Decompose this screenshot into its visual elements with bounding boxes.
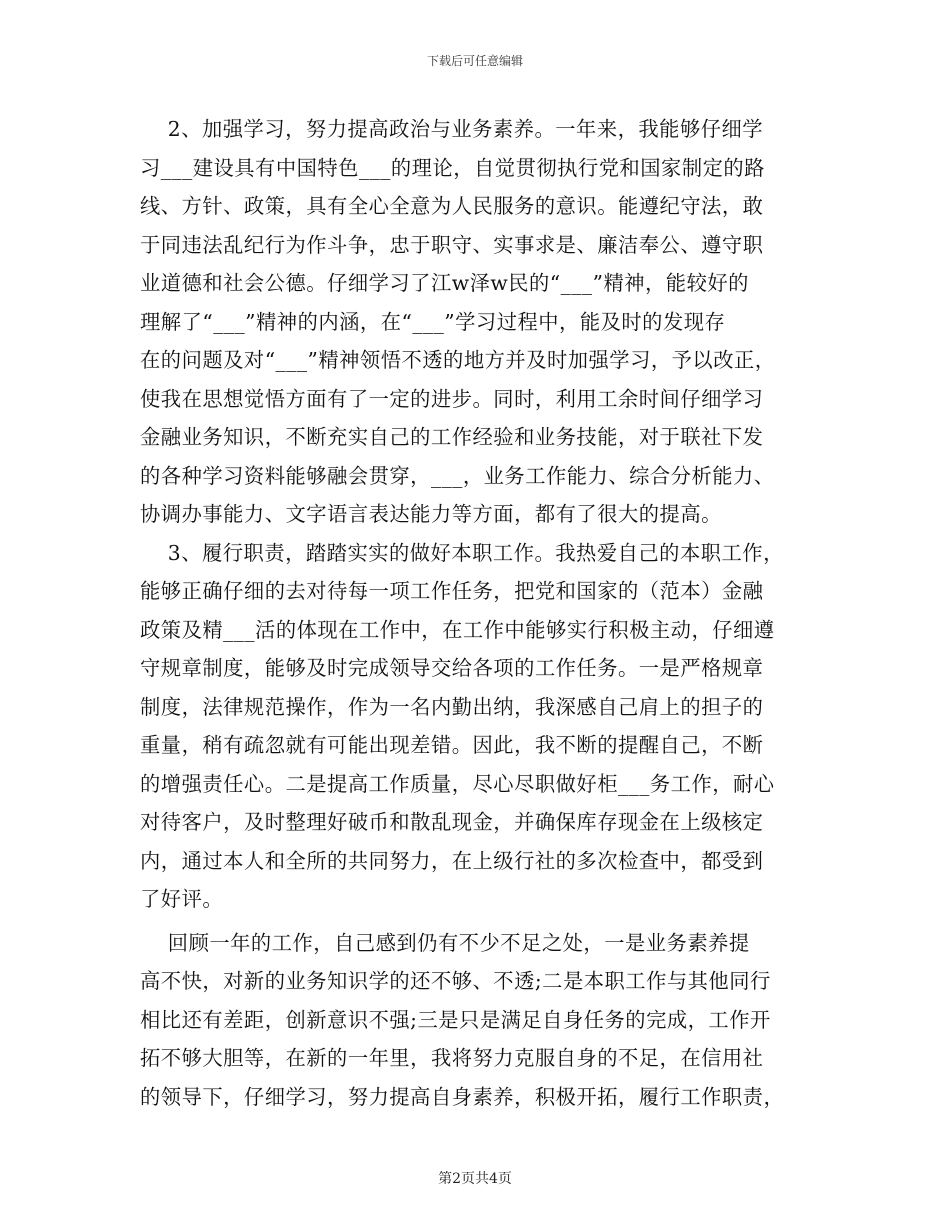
- text-line: 金融业务知识，不断充实自己的工作经验和业务技能，对于联社下发: [140, 425, 764, 449]
- text-line: 2、加强学习，努力提高政治与业务素养。一年来，我能够仔细学: [140, 117, 764, 141]
- text-line: 在的问题及对“___”精神领悟不透的地方并及时加强学习，予以改正，: [140, 348, 776, 372]
- text-line: 理解了“___”精神的内涵，在“___”学习过程中，能及时的发现存: [140, 309, 726, 334]
- text-line: 习___建设具有中国特色___的理论，自觉贯彻执行党和国家制定的路: [140, 155, 765, 180]
- text-line: 政策及精___活的体现在工作中，在工作中能够实行积极主动，仔细遵: [140, 617, 775, 642]
- text-line: 于同违法乱纪行为作斗争，忠于职守、实事求是、廉洁奉公、遵守职: [140, 232, 764, 257]
- text-line: 守规章制度，能够及时完成领导交给各项的工作任务。一是严格规章: [140, 656, 764, 680]
- text-line: 对待客户，及时整理好破币和散乱现金，并确保库存现金在上级核定: [140, 810, 764, 834]
- document-body: [140, 110, 830, 1116]
- text-line: 线、方针、政策，具有全心全意为人民服务的意识。能遵纪守法，敢: [140, 194, 764, 218]
- text-line: 业道德和社会公德。仔细学习了江w泽w民的“___”精神，能较好的: [140, 271, 749, 295]
- text-line: 高不快，对新的业务知识学的还不够、不透;二是本职工作与其他同行: [140, 969, 771, 993]
- text-line: 了好评。: [140, 887, 224, 911]
- page-footer: 第2页共4页: [438, 1171, 512, 1187]
- text-line: 内，通过本人和全所的共同努力，在上级行社的多次检查中，都受到: [140, 848, 764, 873]
- text-line: 重量，稍有疏忽就有可能出现差错。因此，我不断的提醒自己，不断: [140, 733, 764, 757]
- text-line: 能够正确仔细的去对待每一项工作任务，把党和国家的（范本）金融: [140, 579, 764, 603]
- text-line: 使我在思想觉悟方面有了一定的进步。同时，利用工余时间仔细学习: [140, 386, 764, 411]
- page-header: 下载后可任意编辑: [426, 54, 523, 68]
- text-line: 协调办事能力、文字语言表达能力等方面，都有了很大的提高。: [140, 502, 722, 526]
- text-line: 的各种学习资料能够融会贯穿，___，业务工作能力、综合分析能力、: [140, 463, 775, 488]
- text-line: 回顾一年的工作，自己感到仍有不少不足之处，一是业务素养提: [140, 930, 750, 955]
- text-line: 拓不够大胆等，在新的一年里，我将努力克服自身的不足，在信用社: [140, 1046, 764, 1070]
- text-line: 的增强责任心。二是提高工作质量，尽心尽职做好柜___务工作，耐心: [140, 771, 775, 796]
- text-line: 3、履行职责，踏踏实实的做好本职工作。我热爱自己的本职工作，: [140, 540, 784, 565]
- text-line: 制度，法律规范操作，作为一名内勤出纳，我深感自己肩上的担子的: [140, 694, 764, 719]
- text-line: 相比还有差距，创新意识不强;三是只是满足自身任务的完成，工作开: [140, 1007, 771, 1032]
- text-line: 的领导下，仔细学习，努力提高自身素养，积极开拓，履行工作职责，: [140, 1084, 785, 1109]
